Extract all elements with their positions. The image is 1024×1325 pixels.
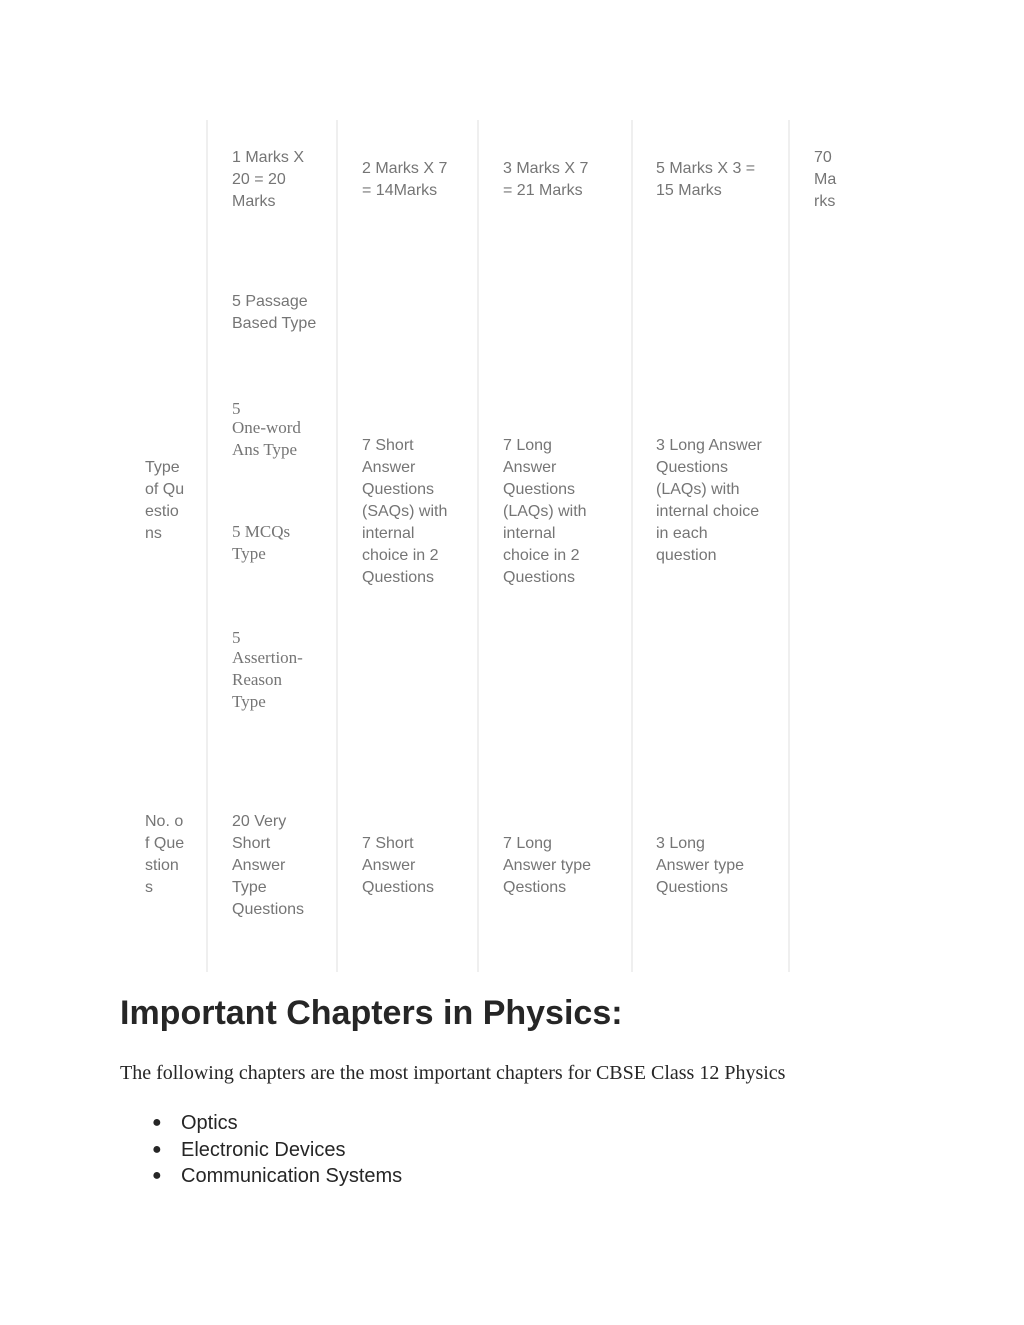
- bullet-icon: ●: [152, 1114, 162, 1131]
- table-column-divider: [477, 120, 479, 972]
- assertion-reason-type: Assertion-Reason Type: [232, 648, 303, 711]
- long-answer-count-2: 3 Long Answer type Questions: [656, 835, 745, 896]
- marks-cell-1: 1 Marks X 20 = 20 Marks: [232, 149, 305, 210]
- short-answer-count: 7 Short Answer Questions: [362, 835, 435, 896]
- one-word-count: 5: [232, 399, 241, 418]
- section-intro: The following chapters are the most important chapters for CBSE Class 12 Physics: [120, 1062, 786, 1084]
- long-answer-type-cell-2: 3 Long Answer Questions (LAQs) with internal choice in each question: [656, 437, 762, 564]
- chapter-list: [120, 1110, 402, 1190]
- very-short-answer-count: 20 Very Short Answer Type Questions: [232, 813, 305, 918]
- table-column-divider: [788, 120, 790, 972]
- list-item-label: Optics: [181, 1112, 238, 1134]
- marks-cell-4: 5 Marks X 3 = 15 Marks: [656, 160, 756, 199]
- list-item-label: Communication Systems: [181, 1165, 403, 1187]
- passage-based-type: 5 Passage Based Type: [232, 293, 317, 332]
- mcqs-type: 5 MCQs Type: [232, 522, 291, 563]
- bullet-icon: ●: [152, 1167, 162, 1184]
- marks-cell-2: 2 Marks X 7 = 14Marks: [362, 160, 448, 199]
- bullet-icon: ●: [152, 1140, 162, 1158]
- table-column-divider: [631, 120, 633, 972]
- one-word-ans-type: One-word Ans Type: [232, 418, 301, 459]
- list-item-label: Electronic Devices: [181, 1138, 346, 1161]
- long-answer-type-cell-1: 7 Long Answer Questions (LAQs) with internal choice in 2 Questions: [503, 437, 587, 586]
- list-item: [120, 1110, 402, 1137]
- table-column-divider: [336, 120, 338, 972]
- short-answer-type-cell: 7 Short Answer Questions (SAQs) with internal choice in 2 Questions: [362, 437, 448, 586]
- section-heading: Important Chapters in Physics:: [120, 994, 623, 1032]
- marks-cell-3: 3 Marks X 7 = 21 Marks: [503, 160, 589, 199]
- list-item: [120, 1137, 402, 1164]
- total-marks-cell: 70 Marks: [814, 149, 837, 210]
- list-item: [120, 1163, 402, 1190]
- no-of-questions-label: No. of Questions: [145, 813, 185, 896]
- type-of-questions-label: Type of Questions: [145, 459, 185, 542]
- table-column-divider: [206, 120, 208, 972]
- long-answer-count-1: 7 Long Answer type Qestions: [503, 835, 592, 896]
- assertion-reason-count: 5: [232, 628, 241, 647]
